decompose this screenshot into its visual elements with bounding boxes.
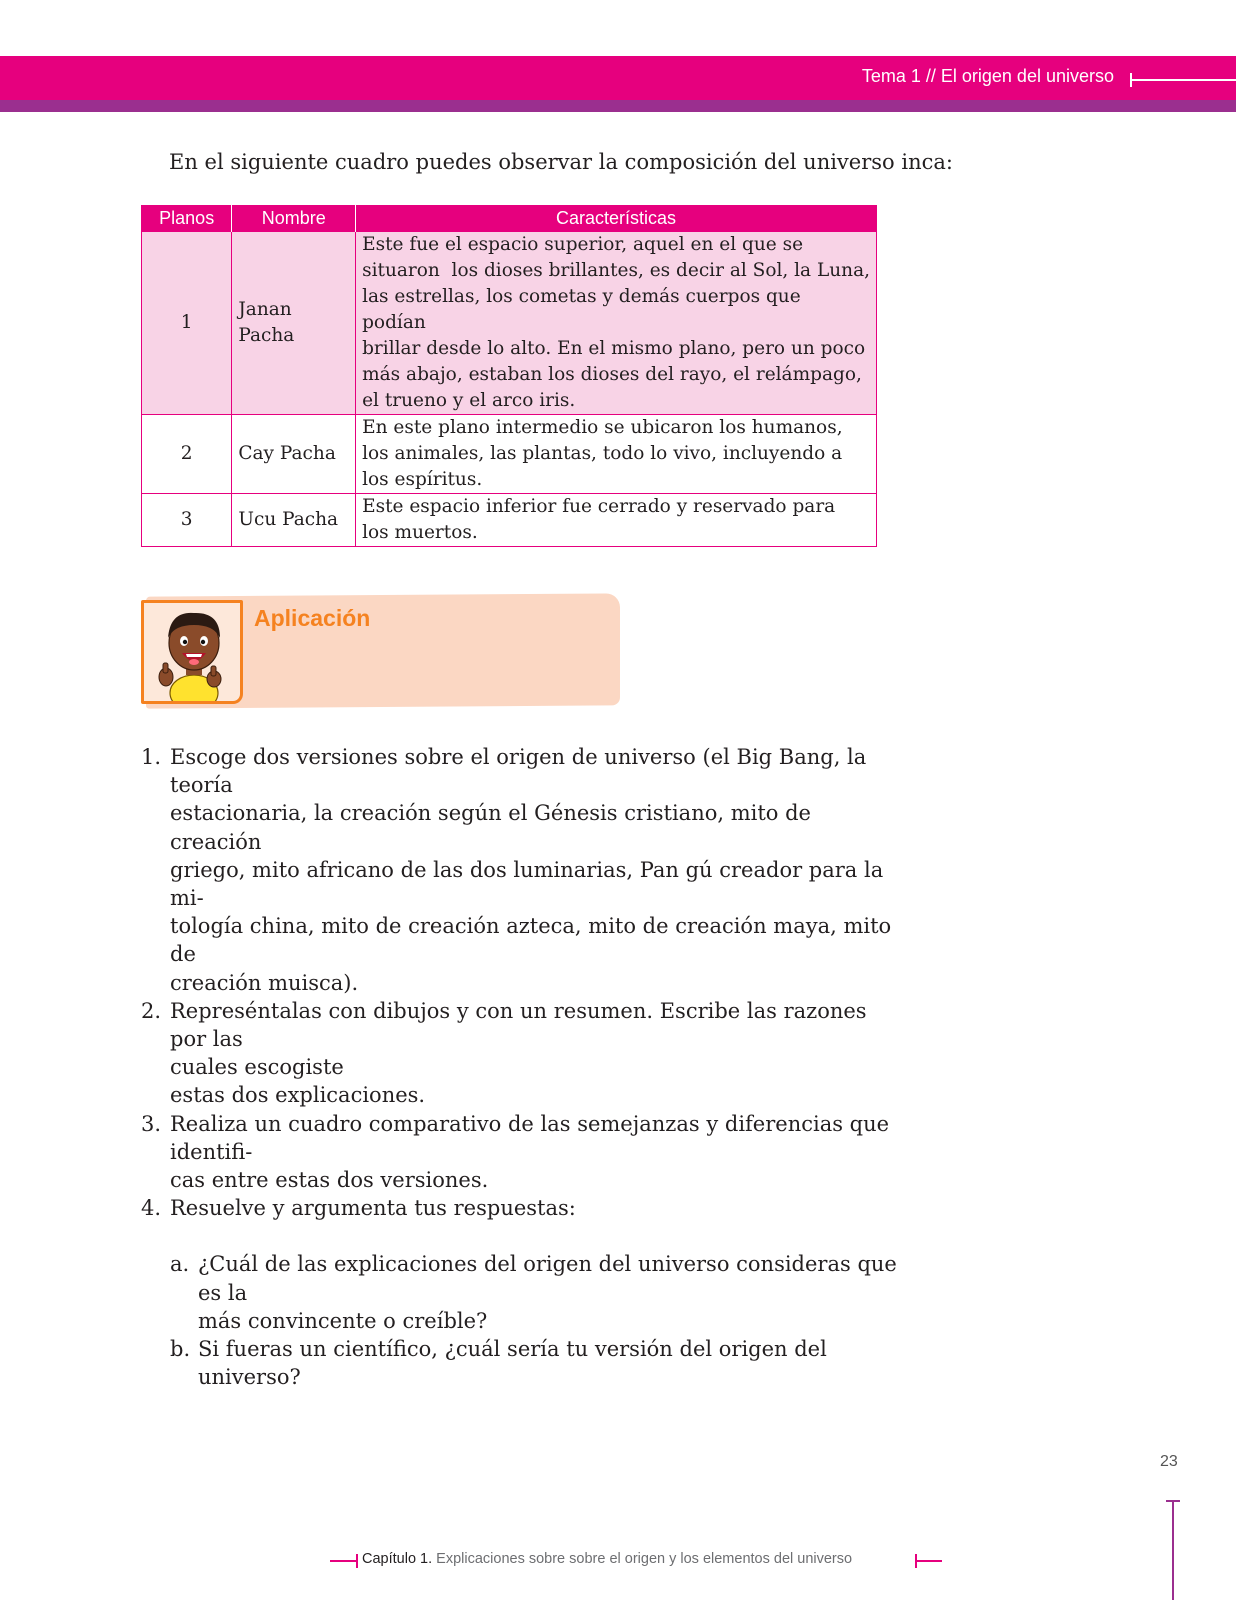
item-number: 1. [141, 745, 162, 769]
text-line: estas dos explicaciones. [170, 1083, 426, 1108]
inca-universe-table [141, 205, 877, 547]
table-header-row [142, 205, 877, 232]
text-line: más convincente o creíble? [198, 1308, 488, 1333]
cell-nombre: Cay Pacha [232, 415, 356, 494]
text-line: Escoge dos versiones sobre el origen de universo (el Big Bang, la teoría [170, 745, 867, 798]
text-line: Este espacio inferior fue cerrado y reservado para [362, 496, 836, 517]
cell-plano: 1 [142, 232, 232, 415]
text-line: los animales, las plantas, todo lo vivo, incluyendo a [362, 443, 843, 464]
topic-title: Tema 1 // El origen del universo [861, 66, 1114, 86]
item-letter: b. [170, 1337, 191, 1362]
intro-text: En el siguiente cuadro puedes observar la composición del universo inca: [169, 150, 953, 174]
text-line: Realiza un cuadro comparativo de las semejanzas y diferencias que identifi- [170, 1111, 890, 1164]
text-line: situaron los dioses brillantes, es decir al Sol, la Luna, [362, 260, 870, 281]
text-line: los muertos. [362, 522, 478, 543]
cell-nombre: Janan Pacha [232, 232, 356, 415]
text-line: brillar desde lo alto. En el mismo plano, pero un poco [362, 338, 866, 359]
cell-plano: 3 [142, 494, 232, 547]
text-line: las estrellas, los cometas y demás cuerpos que podían [362, 286, 801, 333]
sub-list-item [170, 1250, 901, 1335]
cell-nombre: Ucu Pacha [232, 494, 356, 547]
text-line: cas entre estas dos versiones. [170, 1168, 489, 1193]
list-item [141, 1110, 901, 1195]
text-line: el trueno y el arco iris. [362, 390, 576, 411]
header-nombre: Nombre [232, 205, 356, 232]
footer-rule-left-tick [356, 1554, 358, 1568]
footer-rule-right [915, 1560, 942, 1562]
cell-caracteristicas [356, 232, 877, 415]
sub-question-list [170, 1250, 901, 1391]
item-number: 3. [141, 1111, 162, 1136]
table-row [142, 494, 877, 547]
header-caracteristicas: Características [356, 205, 877, 232]
header-planos: Planos [142, 205, 232, 232]
item-number: 4. [141, 1196, 162, 1221]
cell-plano: 2 [142, 415, 232, 494]
text-line: griego, mito africano de las dos luminarias, Pan gú creador para la mi- [170, 857, 884, 911]
list-item [141, 743, 901, 997]
footer-chapter: Capítulo 1. [362, 1551, 433, 1567]
text-line: los espíritus. [362, 469, 483, 490]
text-line: Si fueras un científico, ¿cuál sería tu versión del origen del universo? [198, 1337, 827, 1390]
table-row [142, 415, 877, 494]
section-title: Aplicación [254, 605, 371, 631]
text-line: Represéntalas con dibujos y con un resumen. Escribe las razones por las [170, 998, 867, 1052]
item-number: 2. [141, 998, 162, 1023]
cell-caracteristicas [356, 494, 877, 547]
cell-caracteristicas [356, 415, 877, 494]
text-line: Este fue el espacio superior, aquel en el que se [362, 234, 804, 255]
text-line: cuales escogiste [170, 1055, 344, 1080]
footer-description: Explicaciones sobre sobre el origen y los elementos del universo [432, 1551, 853, 1567]
text-line: En este plano intermedio se ubicaron los humanos, [362, 417, 843, 438]
table-row [142, 232, 877, 415]
header-accent-stripe [0, 100, 1236, 112]
student-thumbs-up-icon [141, 600, 243, 704]
footer-caption [362, 1551, 852, 1567]
text-line: estacionaria, la creación según el Génesis cristiano, mito de creación [170, 801, 811, 854]
side-rule [1172, 1500, 1174, 1600]
page-number: 23 [1160, 1453, 1178, 1470]
header-rule [1130, 79, 1236, 81]
text-line: ¿Cuál de las explicaciones del origen del universo consideras que es la [198, 1252, 897, 1305]
footer-rule-left [330, 1560, 357, 1562]
task-list [141, 743, 901, 1391]
text-line: tología china, mito de creación azteca, mito de creación maya, mito de [170, 914, 892, 967]
item-letter: a. [170, 1252, 190, 1277]
text-line: Resuelve y argumenta tus respuestas: [170, 1196, 576, 1221]
text-line: más abajo, estaban los dioses del rayo, el relámpago, [362, 364, 862, 385]
sub-list-item [170, 1335, 901, 1391]
list-item [141, 997, 901, 1110]
text-line: creación muisca). [170, 970, 359, 995]
list-item [141, 1194, 901, 1391]
